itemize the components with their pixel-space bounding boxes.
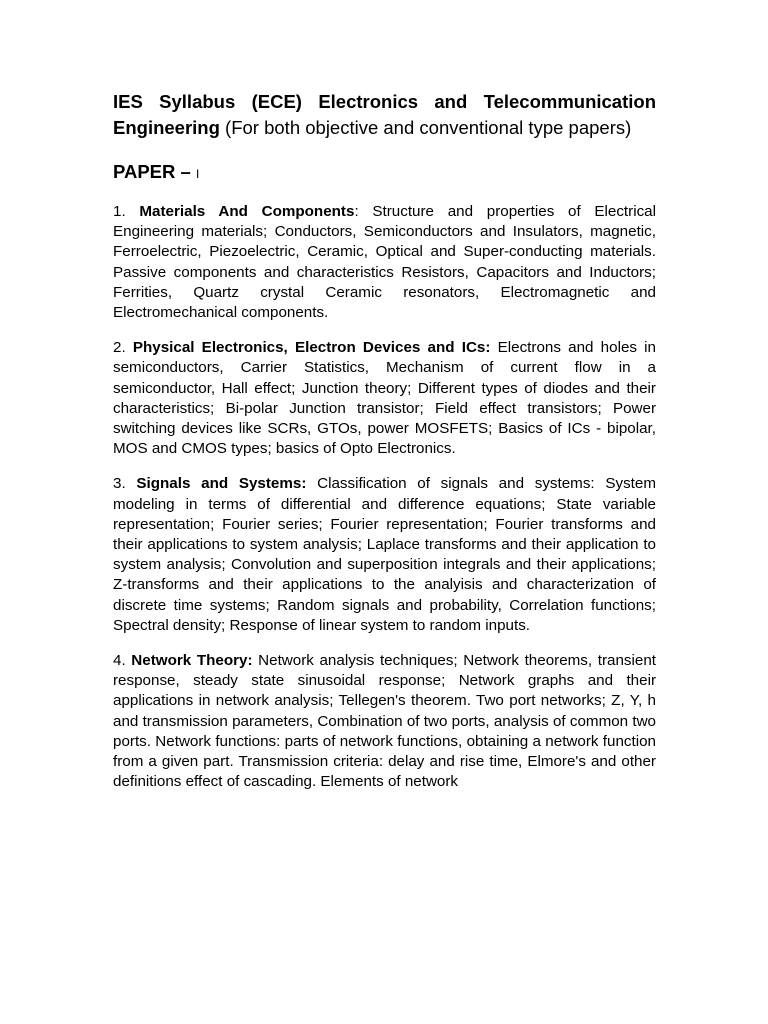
section-number: 1. bbox=[113, 203, 140, 220]
title-bold: IES Syllabus (ECE) Electronics and Telecommunication Engineering bbox=[113, 91, 656, 138]
section-heading: Signals and Systems: bbox=[136, 475, 307, 493]
document-page bbox=[113, 89, 656, 792]
section-number: 3. bbox=[113, 475, 137, 493]
document-title bbox=[113, 89, 656, 141]
section-signals-systems bbox=[113, 474, 656, 636]
section-body: Electrons and holes in semiconductors, Carrier Statistics, Mechanism of current flow in a semiconductor, Hall effect; Junction theory; Different types of diodes and their characteristics; Bi-polar Junction transistor; Field effect transistors; Power switching devices like SCRs, GTOs, power MOSFETS; Basics of ICs - bipolar, MOS and CMOS types; basics of Opto Electronics. bbox=[113, 339, 656, 458]
section-body: Network analysis techniques; Network theorems, transient response, steady state sinusoidal response; Network graphs and their applications in network analysis; Tellegen's theorem. Two port networks; Z, Y, h and transmission parameters, Combination of two ports, analysis of common two ports. Network functions: parts of network functions, obtaining a network function from a given part. Transmission criteria: delay and rise time, Elmore's and other definitions effect of cascading. Elements of network bbox=[113, 652, 656, 791]
section-heading: Materials And Components bbox=[139, 203, 355, 220]
paper-label: PAPER – bbox=[113, 161, 196, 182]
section-number: 2. bbox=[113, 339, 133, 357]
section-physical-electronics bbox=[113, 338, 656, 459]
paper-heading bbox=[113, 159, 656, 187]
section-separator: : bbox=[354, 203, 373, 220]
section-heading: Network Theory: bbox=[131, 652, 253, 670]
section-separator bbox=[306, 475, 317, 492]
section-body: Classification of signals and systems: System modeling in terms of differential and difference equations; State variable representation; Fourier series; Fourier representation; Fourier transforms and their applications to system analysis; Laplace transforms and their application to system analysis; Convolution and superposition integrals and their applications; Z-transforms and their applications to the analyisis and characterization of discrete time systems; Random signals and probability, Correlation functions; Spectral density; Response of linear system to random inputs. bbox=[113, 475, 656, 634]
paper-number: I bbox=[195, 167, 200, 181]
title-rest: (For both objective and conventional type papers) bbox=[219, 117, 632, 138]
section-separator bbox=[490, 339, 497, 356]
section-materials bbox=[113, 202, 656, 323]
section-heading: Physical Electronics, Electron Devices and ICs: bbox=[132, 339, 491, 357]
section-network-theory bbox=[113, 651, 656, 792]
section-body: Structure and properties of Electrical Engineering materials; Conductors, Semiconductors and Insulators, magnetic, Ferroelectric, Piezoelectric, Ceramic, Optical and Super-conducting materials. Passive components and characteristics Resistors, Capacitors and Inductors; Ferrities, Quartz crystal Ceramic resonators, Electromagnetic and Electromechanical components. bbox=[113, 203, 656, 322]
section-number: 4. bbox=[113, 652, 132, 670]
